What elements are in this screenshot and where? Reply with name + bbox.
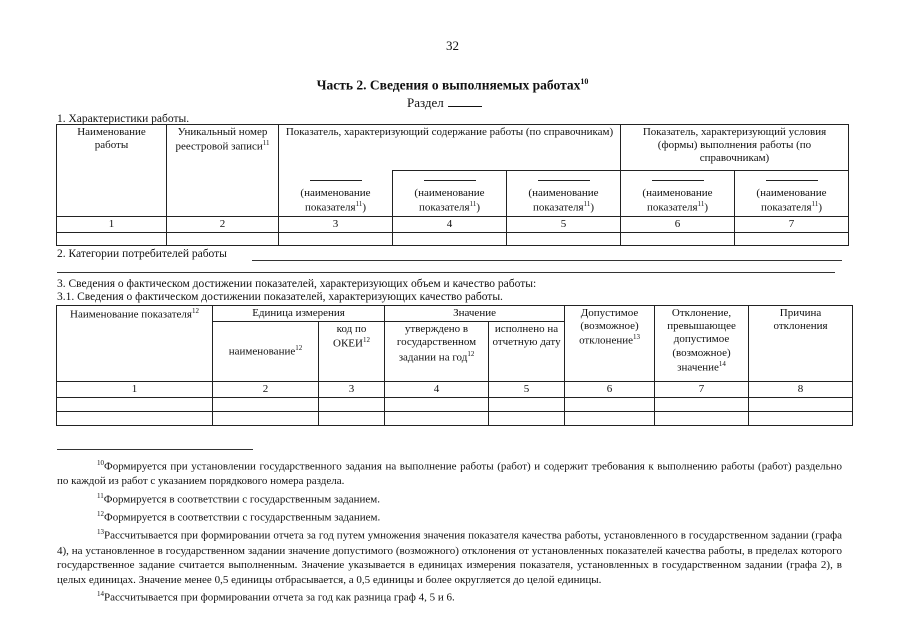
column-number: 7 bbox=[735, 217, 849, 233]
empty-cell[interactable] bbox=[279, 233, 393, 246]
subheader-indicator-5 bbox=[507, 171, 621, 217]
part-title bbox=[0, 77, 905, 93]
column-number: 4 bbox=[393, 217, 507, 233]
subheader-indicator-4 bbox=[393, 171, 507, 217]
header-excess-deviation-ref: 14 bbox=[718, 359, 726, 368]
column-number: 2 bbox=[213, 382, 319, 398]
subheader-dash bbox=[766, 180, 818, 181]
header-unique-number-ref: 11 bbox=[262, 139, 270, 148]
header-okei-code bbox=[319, 322, 385, 382]
subheader-ref: 11 bbox=[355, 200, 363, 209]
header-value: Значение bbox=[385, 306, 565, 322]
header-allowed-deviation-text: Допустимое (возможное) отклонение bbox=[579, 307, 639, 348]
subheader-ref: 11 bbox=[583, 200, 591, 209]
column-number: 2 bbox=[167, 217, 279, 233]
consumers-fill-line-2[interactable] bbox=[57, 272, 835, 273]
subheader-label: (наименование показателя bbox=[756, 186, 827, 214]
subheader-ref: 11 bbox=[469, 200, 477, 209]
section-line bbox=[407, 94, 482, 111]
header-okei-code-text: код по ОКЕИ bbox=[333, 323, 367, 351]
section-label: Раздел bbox=[407, 95, 444, 110]
footnote-13 bbox=[57, 525, 842, 587]
empty-cell[interactable] bbox=[655, 412, 749, 426]
subheader-indicator-3 bbox=[279, 171, 393, 217]
footnote-14-ref: 14 bbox=[97, 590, 104, 599]
header-unit-name bbox=[213, 322, 319, 382]
empty-cell[interactable] bbox=[57, 398, 213, 412]
subheader-dash bbox=[538, 180, 590, 181]
footnote-11 bbox=[57, 489, 842, 507]
column-number: 1 bbox=[57, 217, 167, 233]
empty-cell[interactable] bbox=[749, 412, 853, 426]
footnote-11-text: Формируется в соответствии с государственным заданием. bbox=[103, 493, 381, 506]
subheader-dash bbox=[652, 180, 704, 181]
footnote-10 bbox=[57, 456, 842, 489]
column-number: 4 bbox=[385, 382, 489, 398]
empty-cell[interactable] bbox=[319, 412, 385, 426]
subheader-indicator-7 bbox=[735, 171, 849, 217]
footnote-12-text: Формируется в соответствии с государственным заданием. bbox=[104, 511, 381, 524]
header-excess-deviation-text: Отклонение, превышающее допустимое (возможное) значение bbox=[667, 307, 736, 374]
empty-cell[interactable] bbox=[57, 233, 167, 246]
header-work-name: Наименование работы bbox=[57, 125, 167, 217]
work-characteristics-table bbox=[56, 124, 849, 246]
subheader-dash bbox=[310, 180, 362, 181]
subheader-indicator-6 bbox=[621, 171, 735, 217]
quality-achievement-table bbox=[56, 305, 853, 426]
header-allowed-deviation bbox=[565, 306, 655, 382]
subheader-close: ) bbox=[818, 201, 823, 214]
subheader-ref: 11 bbox=[811, 200, 819, 209]
footnote-14-text: Рассчитывается при формировании отчета за год как разница граф 4, 5 и 6. bbox=[104, 592, 455, 605]
subheader-close: ) bbox=[362, 201, 367, 214]
header-unit-name-text: наименование bbox=[228, 345, 296, 358]
column-number: 6 bbox=[621, 217, 735, 233]
column-number: 8 bbox=[749, 382, 853, 398]
subheader-label: (наименование показателя bbox=[300, 186, 371, 214]
header-unique-number-text: Уникальный номер реестровой записи bbox=[175, 126, 268, 153]
section31-title: 3.1. Сведения о фактическом достижении показателей, характеризующих качество работы. bbox=[57, 291, 503, 303]
header-value-approved-ref: 12 bbox=[467, 349, 475, 358]
header-indicator-name bbox=[57, 306, 213, 382]
empty-cell[interactable] bbox=[565, 398, 655, 412]
page-number: 32 bbox=[446, 38, 459, 53]
part-title-ref: 10 bbox=[580, 77, 589, 86]
subheader-label: (наименование показателя bbox=[414, 186, 485, 214]
empty-cell[interactable] bbox=[749, 398, 853, 412]
column-number: 1 bbox=[57, 382, 213, 398]
footnote-13-ref: 13 bbox=[97, 528, 104, 537]
header-value-approved-text: утверждено в государственном задании на год bbox=[396, 323, 477, 364]
empty-cell[interactable] bbox=[393, 233, 507, 246]
consumers-fill-line[interactable] bbox=[252, 260, 842, 261]
header-deviation-reason: Причина отклонения bbox=[749, 306, 853, 382]
empty-cell[interactable] bbox=[735, 233, 849, 246]
header-excess-deviation bbox=[655, 306, 749, 382]
header-conditions-indicator: Показатель, характеризующий условия (формы) выполнения работы (по справочникам) bbox=[621, 125, 849, 171]
empty-cell[interactable] bbox=[507, 233, 621, 246]
section1-title: 1. Характеристики работы. bbox=[57, 113, 190, 125]
section-blank bbox=[448, 94, 482, 107]
empty-cell[interactable] bbox=[57, 412, 213, 426]
column-number: 5 bbox=[489, 382, 565, 398]
subheader-ref: 11 bbox=[697, 200, 705, 209]
header-unit-name-ref: 12 bbox=[295, 344, 303, 353]
subheader-close: ) bbox=[590, 201, 595, 214]
footnote-10-text: Формируется при установлении государственного задания на выполнение работы (работ) и содержит требования к выполнению работы (работ) раздельно по каждой из работ с указанием порядкового номера раздела. bbox=[57, 460, 842, 488]
section2-title: 2. Категории потребителей работы bbox=[57, 248, 227, 260]
empty-cell[interactable] bbox=[489, 398, 565, 412]
footnote-separator bbox=[57, 449, 253, 450]
column-number: 3 bbox=[319, 382, 385, 398]
empty-cell[interactable] bbox=[621, 233, 735, 246]
header-indicator-name-text: Наименование показателя bbox=[70, 308, 192, 321]
empty-cell[interactable] bbox=[489, 412, 565, 426]
footnote-12 bbox=[57, 507, 842, 525]
column-number: 6 bbox=[565, 382, 655, 398]
subheader-label: (наименование показателя bbox=[528, 186, 599, 214]
empty-cell[interactable] bbox=[167, 233, 279, 246]
footnotes bbox=[57, 456, 842, 606]
empty-cell[interactable] bbox=[385, 412, 489, 426]
header-unique-number bbox=[167, 125, 279, 217]
empty-cell[interactable] bbox=[213, 398, 319, 412]
header-unit: Единица измерения bbox=[213, 306, 385, 322]
empty-cell[interactable] bbox=[655, 398, 749, 412]
empty-cell[interactable] bbox=[565, 412, 655, 426]
header-indicator-name-ref: 12 bbox=[191, 307, 199, 315]
subheader-label: (наименование показателя bbox=[642, 186, 713, 214]
header-okei-code-ref: 12 bbox=[362, 336, 370, 345]
subheader-dash bbox=[424, 180, 476, 181]
header-content-indicator: Показатель, характеризующий содержание работы (по справочникам) bbox=[279, 125, 621, 171]
footnote-12-ref: 12 bbox=[97, 510, 104, 519]
empty-cell[interactable] bbox=[385, 398, 489, 412]
empty-cell[interactable] bbox=[213, 412, 319, 426]
empty-cell[interactable] bbox=[319, 398, 385, 412]
subheader-close: ) bbox=[704, 201, 709, 214]
column-number: 3 bbox=[279, 217, 393, 233]
header-allowed-deviation-ref: 13 bbox=[632, 333, 640, 342]
column-number: 7 bbox=[655, 382, 749, 398]
section3-title: 3. Сведения о фактическом достижении показателей, характеризующих объем и качество работы: bbox=[57, 278, 537, 290]
subheader-close: ) bbox=[476, 201, 481, 214]
header-value-done: исполнено на отчетную дату bbox=[489, 322, 565, 382]
footnote-13-text: Рассчитывается при формировании отчета за год путем умножения значения показателя качества работы, установленного в государственном задании (графа 4), на установленное в государственном задании значение допустимого (возможного) отклонения от установленных показателей качества работы, в пределах которого государственное задание считается выполненным. Значение указывается в единицах измерения показателя, установленных в государственном задании (графа 2), в целых единицах. Значение менее 0,5 единицы отбрасывается, а 0,5 единицы и более округляется до целой единицы. bbox=[57, 530, 842, 586]
header-value-approved bbox=[385, 322, 489, 382]
part-title-text: Часть 2. Сведения о выполняемых работах bbox=[316, 77, 581, 93]
footnote-10-ref: 10 bbox=[97, 459, 104, 467]
column-number: 5 bbox=[507, 217, 621, 233]
footnote-14 bbox=[57, 587, 842, 605]
footnote-11-ref: 11 bbox=[97, 491, 104, 500]
